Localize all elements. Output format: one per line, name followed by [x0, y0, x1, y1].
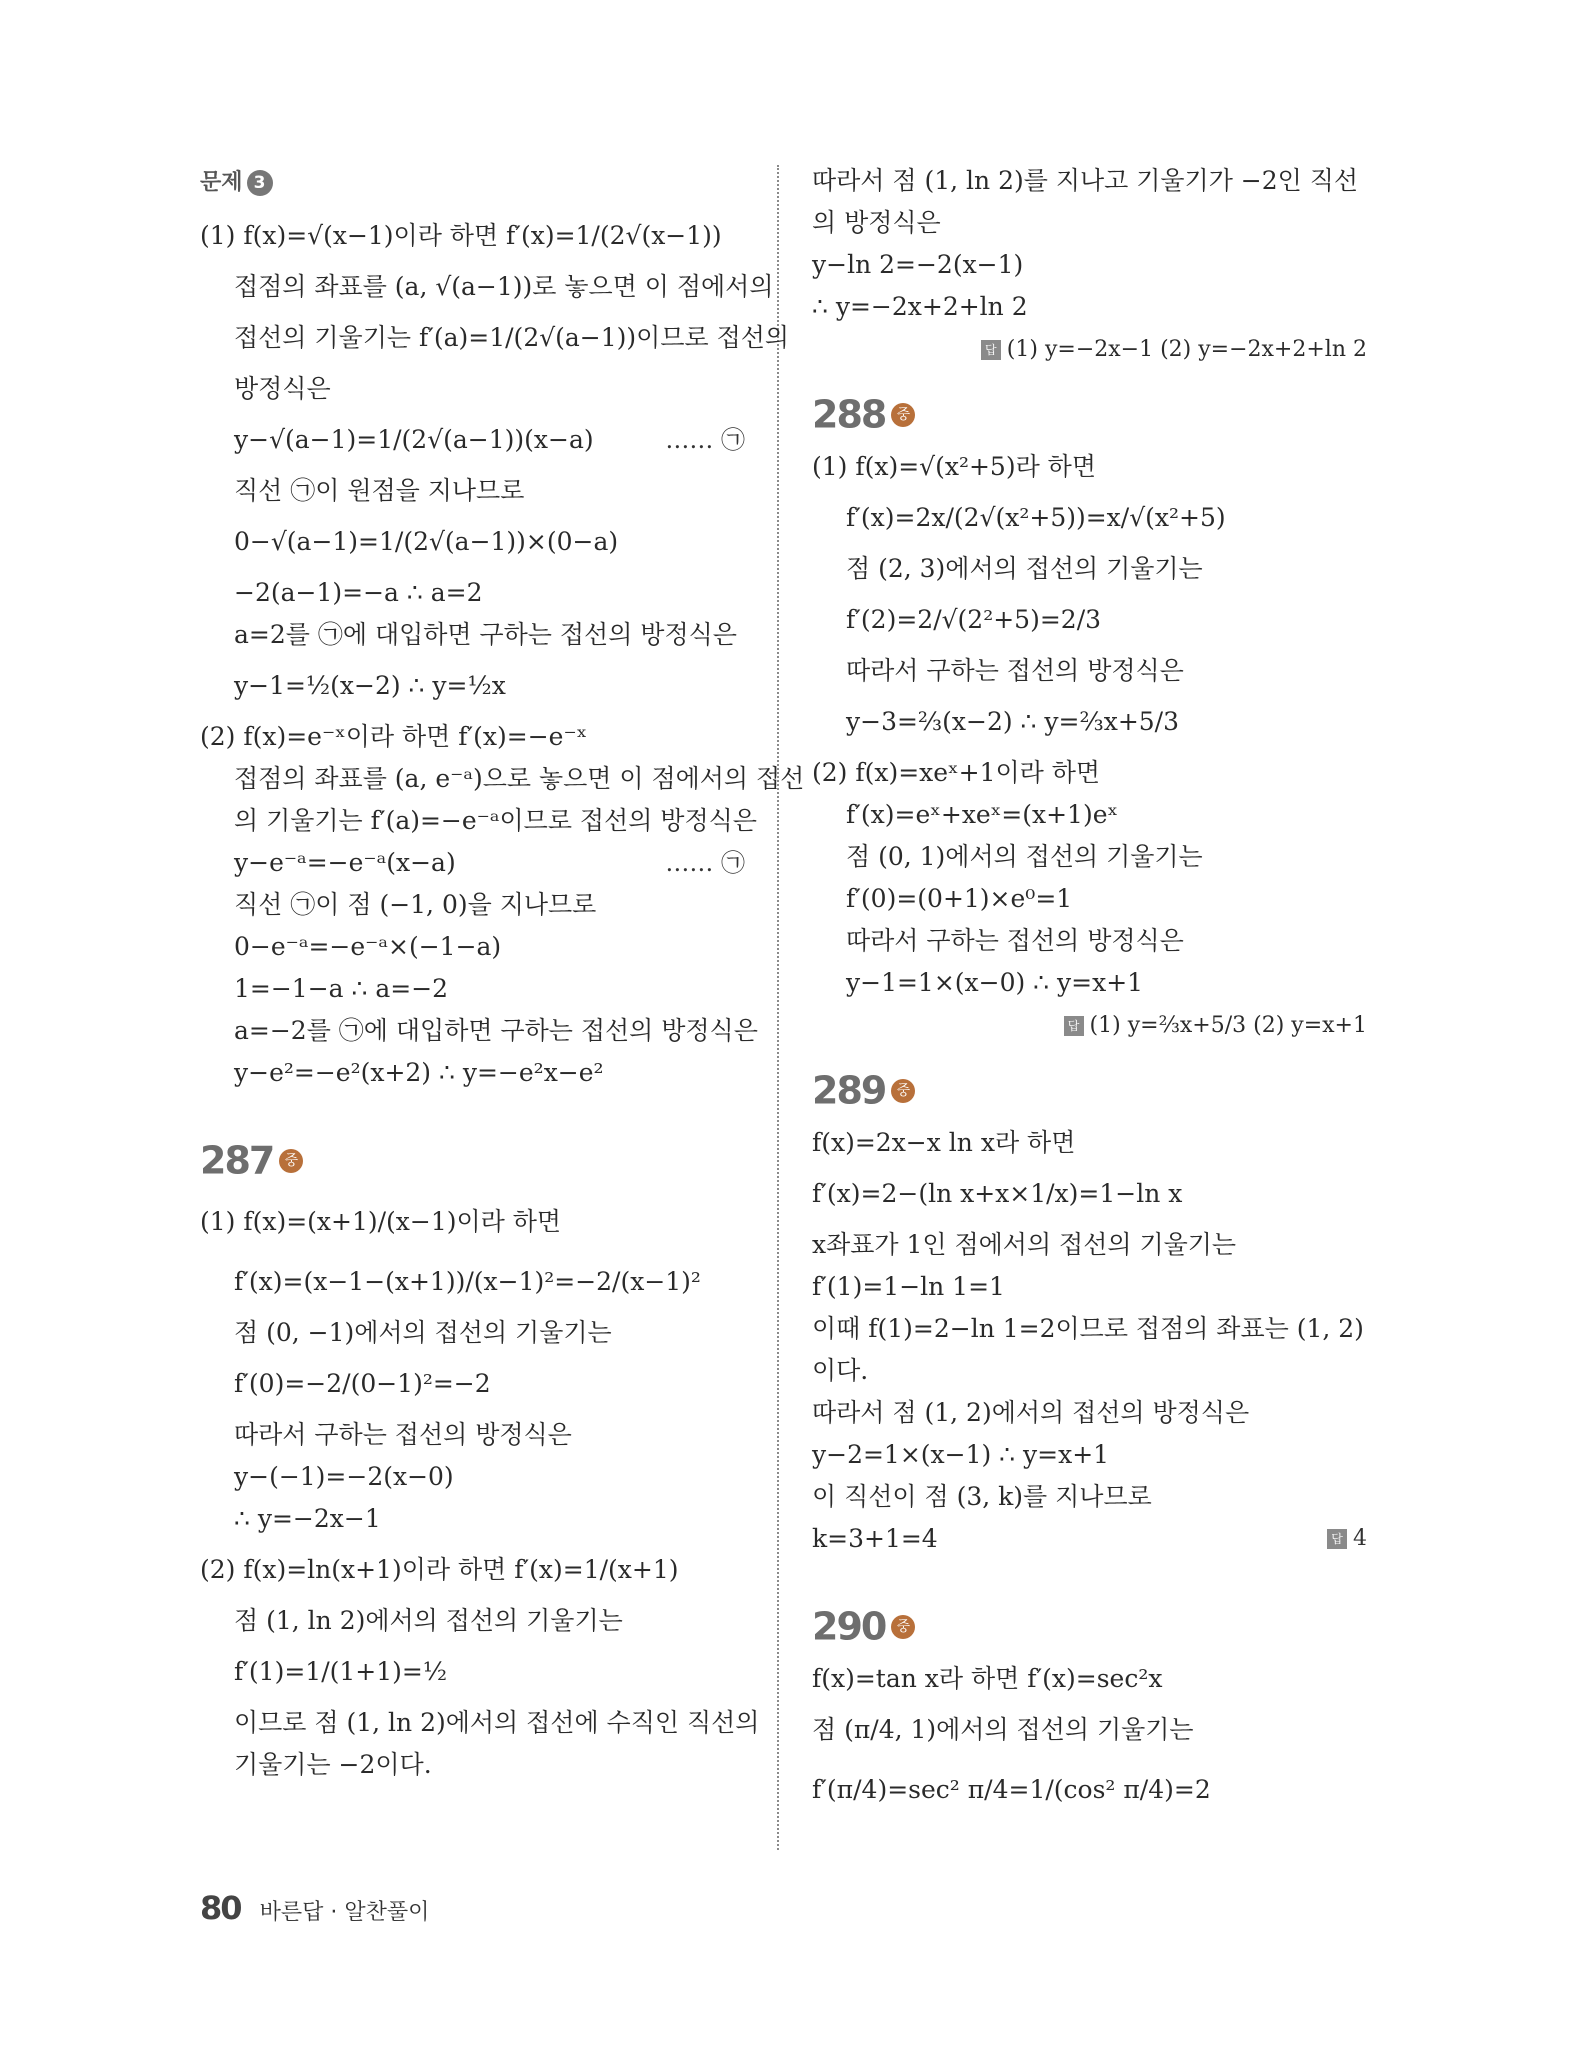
left-column [200, 160, 805, 1786]
solution-line: 의 방정식은 [812, 208, 941, 237]
solution-line: f(x)=2x−x ln x라 하면 [812, 1128, 1076, 1157]
answer-badge: 답 [1064, 1016, 1084, 1036]
solution-line: (1) f(x)=√(x−1)이라 하면 f′(x)=1/(2√(x−1)) [200, 221, 722, 250]
solution-line: 따라서 구하는 접선의 방정식은 [846, 926, 1184, 955]
equation-line [200, 842, 745, 884]
problem-3-header [200, 160, 745, 206]
answer-text: (1) y=⅔x+5/3 (2) y=x+1 [1089, 1013, 1367, 1038]
problem-287-header [200, 1128, 745, 1192]
column-divider [777, 165, 779, 1850]
solution-line: a=−2를 ㉠에 대입하면 구하는 접선의 방정식은 [234, 1016, 758, 1045]
solution-line: f′(x)=2x/(2√(x²+5))=x/√(x²+5) [846, 503, 1226, 532]
solution-line: 이므로 점 (1, ln 2)에서의 접선에 수직인 직선의 [234, 1708, 760, 1737]
problem-header-label: 문제 [200, 170, 243, 195]
solution-line: y−e²=−e²(x+2) ∴ y=−e²x−e² [234, 1058, 604, 1087]
right-column [812, 160, 1367, 1820]
solution-line: a=2를 ㉠에 대입하면 구하는 접선의 방정식은 [234, 620, 737, 649]
solution-line: f′(0)=−2/(0−1)²=−2 [234, 1369, 491, 1398]
solution-line: 방정식은 [234, 374, 331, 403]
solution-line: f(x)=tan x라 하면 f′(x)=sec²x [812, 1664, 1163, 1693]
solution-line: f′(π/4)=sec² π/4=1/(cos² π/4)=2 [812, 1775, 1211, 1804]
solution-line: y−2=1×(x−1) ∴ y=x+1 [812, 1440, 1110, 1469]
solution-line: x좌표가 1인 점에서의 접선의 기울기는 [812, 1230, 1237, 1259]
solution-line: 점 (2, 3)에서의 접선의 기울기는 [846, 554, 1203, 583]
solution-line: f′(1)=1/(1+1)=½ [234, 1657, 448, 1686]
problem-number: 287 [200, 1138, 274, 1183]
solution-line: 따라서 구하는 접선의 방정식은 [234, 1420, 572, 1449]
answer-badge: 답 [1327, 1529, 1347, 1549]
book-title: 바른답 · 알찬풀이 [259, 1900, 430, 1925]
solution-line: 0−e⁻ᵃ=−e⁻ᵃ×(−1−a) [234, 932, 502, 961]
solution-line: (2) f(x)=xeˣ+1이라 하면 [812, 758, 1101, 787]
solution-line: 직선 ㉠이 원점을 지나므로 [234, 476, 525, 505]
problem-288-header [812, 382, 1367, 446]
solution-line: k=3+1=4 [812, 1524, 938, 1553]
solution-line: f′(x)=2−(ln x+x×1/x)=1−ln x [812, 1179, 1183, 1208]
solution-line: 접선의 기울기는 f′(a)=1/(2√(a−1))이므로 접선의 [234, 323, 790, 352]
answer-287 [812, 328, 1367, 372]
difficulty-badge: 중 [891, 1615, 915, 1639]
solution-line: 기울기는 −2이다. [234, 1750, 432, 1779]
solution-line: 따라서 점 (1, ln 2)를 지나고 기울기가 −2인 직선 [812, 166, 1359, 195]
solution-line: 이 직선이 점 (3, k)를 지나므로 [812, 1482, 1152, 1511]
solution-line: 1=−1−a ∴ a=−2 [234, 974, 449, 1003]
answer-text: 4 [1353, 1526, 1367, 1551]
solution-line: f′(1)=1−ln 1=1 [812, 1272, 1005, 1301]
answer-line-289 [812, 1518, 1367, 1560]
solution-line: 점 (1, ln 2)에서의 접선의 기울기는 [234, 1606, 623, 1635]
answer-badge: 답 [981, 340, 1001, 360]
answer-288 [812, 1004, 1367, 1048]
difficulty-badge: 중 [891, 403, 915, 427]
page-number: 80 [200, 1889, 241, 1927]
solution-line: ∴ y=−2x−1 [234, 1504, 381, 1533]
solution-line: 이다. [812, 1356, 869, 1385]
problem-number: 290 [812, 1604, 886, 1649]
solution-line: 0−√(a−1)=1/(2√(a−1))×(0−a) [234, 527, 619, 556]
solution-line: 점 (0, 1)에서의 접선의 기울기는 [846, 842, 1203, 871]
solution-line: 따라서 구하는 접선의 방정식은 [846, 656, 1184, 685]
solution-line: ∴ y=−2x+2+ln 2 [812, 292, 1028, 321]
solution-line: (1) f(x)=(x+1)/(x−1)이라 하면 [200, 1207, 562, 1236]
answer-289 [1327, 1518, 1367, 1560]
problem-number-badge: 3 [247, 170, 273, 196]
solution-line: 이때 f(1)=2−ln 1=2이므로 접점의 좌표는 (1, 2) [812, 1314, 1364, 1343]
solution-line: (2) f(x)=ln(x+1)이라 하면 f′(x)=1/(x+1) [200, 1555, 679, 1584]
equation-text: y−e⁻ᵃ=−e⁻ᵃ(x−a) [234, 848, 456, 877]
solution-line: y−1=1×(x−0) ∴ y=x+1 [846, 968, 1144, 997]
solution-line: 의 기울기는 f′(a)=−e⁻ᵃ이므로 접선의 방정식은 [234, 806, 757, 835]
solution-line: y−(−1)=−2(x−0) [234, 1462, 454, 1491]
solution-line: (1) f(x)=√(x²+5)라 하면 [812, 452, 1096, 481]
answer-text: (1) y=−2x−1 (2) y=−2x+2+ln 2 [1006, 337, 1367, 362]
difficulty-badge: 중 [891, 1079, 915, 1103]
equation-line [200, 410, 745, 470]
solution-line: −2(a−1)=−a ∴ a=2 [234, 578, 483, 607]
solution-line: f′(2)=2/√(2²+5)=2/3 [846, 605, 1102, 634]
solution-line: 접점의 좌표를 (a, √(a−1))로 놓으면 이 점에서의 [234, 272, 774, 301]
solution-line: f′(x)=eˣ+xeˣ=(x+1)eˣ [846, 800, 1119, 829]
solution-line: y−ln 2=−2(x−1) [812, 250, 1024, 279]
problem-number: 289 [812, 1068, 886, 1113]
equation-tag: …… ㉠ [665, 849, 745, 877]
equation-tag: …… ㉠ [665, 426, 745, 454]
equation-text: y−√(a−1)=1/(2√(a−1))(x−a) [234, 425, 594, 454]
solution-line: 따라서 점 (1, 2)에서의 접선의 방정식은 [812, 1398, 1250, 1427]
problem-289-header [812, 1058, 1367, 1122]
solution-line: y−1=½(x−2) ∴ y=½x [234, 671, 506, 700]
solution-line: 직선 ㉠이 점 (−1, 0)을 지나므로 [234, 890, 597, 919]
solution-line: f′(0)=(0+1)×e⁰=1 [846, 884, 1073, 913]
solution-line: 점 (0, −1)에서의 접선의 기울기는 [234, 1318, 612, 1347]
page-footer [200, 1888, 429, 1928]
problem-290-header [812, 1594, 1367, 1658]
solution-line: 점 (π/4, 1)에서의 접선의 기울기는 [812, 1715, 1194, 1744]
solution-line: y−3=⅔(x−2) ∴ y=⅔x+5/3 [846, 707, 1179, 736]
solution-line: f′(x)=(x−1−(x+1))/(x−1)²=−2/(x−1)² [234, 1267, 701, 1296]
solution-line: (2) f(x)=e⁻ˣ이라 하면 f′(x)=−e⁻ˣ [200, 722, 588, 751]
solution-line: 접점의 좌표를 (a, e⁻ᵃ)으로 놓으면 이 점에서의 접선 [234, 764, 805, 793]
problem-number: 288 [812, 392, 886, 437]
difficulty-badge: 중 [279, 1149, 303, 1173]
